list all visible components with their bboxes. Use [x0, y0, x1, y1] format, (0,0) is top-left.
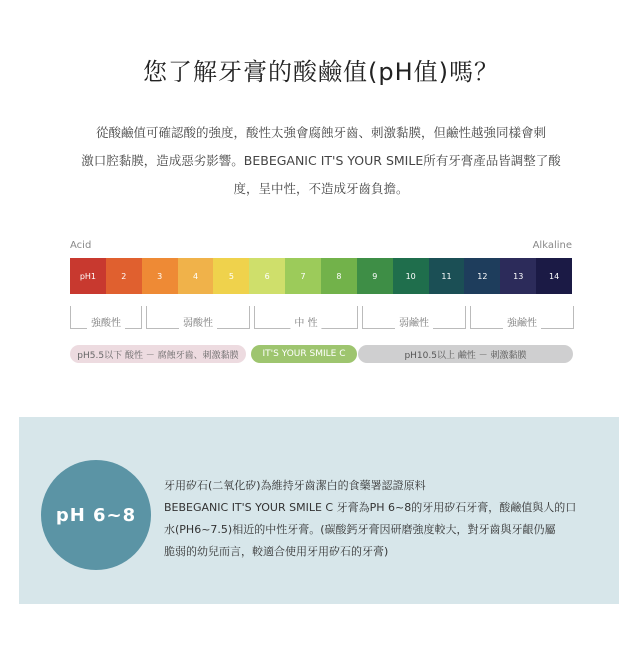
ph-cell: pH1 [70, 258, 106, 294]
info-line: 牙用矽石(二氧化矽)為維持牙齒潔白的食藥署認證原料 [164, 479, 426, 492]
info-line: 脆弱的幼兒而言，較適合使用牙用矽石的牙膏) [164, 545, 389, 558]
ph-cell: 9 [357, 258, 393, 294]
page-title: 您了解牙膏的酸鹼值(pH值)嗎？ [142, 58, 499, 86]
ph-cell: 3 [142, 258, 178, 294]
info-text [164, 475, 584, 563]
group-label: 弱鹼性 [395, 314, 433, 329]
ph-cell: 6 [249, 258, 285, 294]
group-weak-acid [146, 306, 250, 329]
ph-cell: 7 [285, 258, 321, 294]
group-label: 弱酸性 [179, 314, 217, 329]
description-line: 激口腔黏膜，造成惡劣影響。BEBEGANIC IT'S YOUR SMILE所有牙膏產品皆調整了酸 [81, 153, 561, 168]
ph-groups [70, 306, 572, 334]
alkaline-label: Alkaline [532, 240, 572, 251]
group-strong-alkaline [470, 306, 574, 329]
description-line: 度，呈中性，不造成牙齒負擔。 [233, 181, 409, 196]
ph-cell: 13 [500, 258, 536, 294]
ph-cell: 14 [536, 258, 572, 294]
ph-cell: 8 [321, 258, 357, 294]
group-label: 中 性 [290, 314, 321, 329]
product-bar: IT'S YOUR SMILE C [251, 345, 357, 363]
description-line: 從酸鹼值可確認酸的強度，酸性太強會腐蝕牙齒、刺激黏膜，但鹼性越強同樣會刺 [95, 125, 546, 140]
ph-cell: 2 [106, 258, 142, 294]
ph-scale [70, 258, 572, 294]
group-label: 強鹼性 [503, 314, 541, 329]
acid-label: Acid [70, 240, 92, 251]
acid-warning-bar: pH5.5以下 酸性 － 腐蝕牙齒、刺激黏膜 [70, 345, 246, 363]
group-neutral [254, 306, 358, 329]
ph-cell: 5 [213, 258, 249, 294]
alkaline-warning-bar: pH10.5以上 鹼性 － 刺激黏膜 [358, 345, 573, 363]
description [60, 119, 582, 203]
group-label: 強酸性 [87, 314, 125, 329]
info-line: BEBEGANIC IT'S YOUR SMILE C 牙膏為PH 6~8的牙用矽石牙膏，酸鹼值與人的口 [164, 501, 577, 514]
ph-cell: 4 [178, 258, 214, 294]
ph-cell: 11 [429, 258, 465, 294]
group-strong-acid [70, 306, 142, 329]
ph-cell: 10 [393, 258, 429, 294]
ph-cell: 12 [464, 258, 500, 294]
info-line: 水(PH6~7.5)相近的中性牙膏。(碳酸鈣牙膏因研磨強度較大，對牙齒與牙齦仍屬 [164, 523, 556, 536]
ph-badge: pH 6~8 [41, 460, 151, 570]
group-weak-alkaline [362, 306, 466, 329]
